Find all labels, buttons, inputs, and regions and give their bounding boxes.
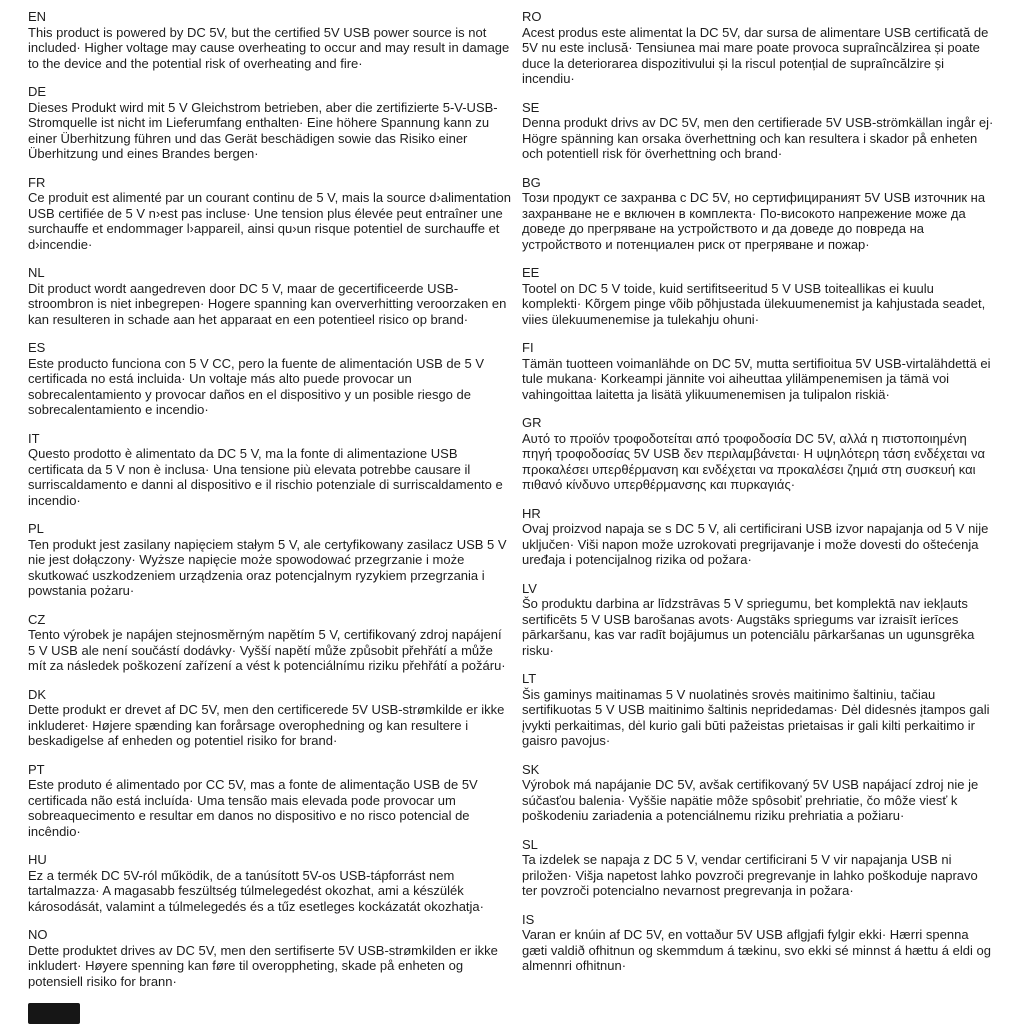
lang-code-bg: BG — [522, 174, 541, 190]
lang-section-gr — [522, 415, 996, 493]
lang-text-cz: Tento výrobek je napájen stejnosměrným napětím 5 V, certifikovaný zdroj napájení 5 V USB ale není součástí dodávky· Vyšší napětí může způsobit přehřátí a může mít za následek poškození zařízení a vést k potenciálnímu riziku přehřátí a požáru· — [28, 627, 506, 673]
right-column — [522, 9, 996, 1002]
lang-section-en — [28, 9, 512, 71]
lang-section-no — [28, 927, 512, 989]
lang-section-pt — [28, 762, 512, 840]
lang-code-ro: RO — [522, 9, 542, 24]
lang-text-nl: Dit product wordt aangedreven door DC 5 V, maar de gecertificeerde USB-stroombron is niet inbegrepen· Hogere spanning kan oververhitting veroorzaken en kan resulteren in schade aan het apparaat en een potentieel risico op brand· — [28, 280, 507, 327]
lang-code-fr: FR — [28, 174, 46, 190]
lang-section-fi — [522, 340, 996, 402]
lang-section-bg — [522, 175, 996, 253]
lang-section-dk — [28, 687, 512, 749]
lang-section-de — [28, 84, 512, 162]
lang-code-es: ES — [28, 340, 46, 355]
lang-section-lt — [522, 671, 996, 749]
lang-code-ee: EE — [522, 265, 540, 280]
lang-code-sk: SK — [522, 761, 540, 777]
lang-code-dk: DK — [28, 686, 47, 702]
lang-text-it: Questo prodotto è alimentato da DC 5 V, ma la fonte di alimentazione USB certificata da 5 V non è inclusa· Una tensione più elevata potrebbe causare il surriscaldamento e danni al dispositivo e il rischio potenziale di surriscaldamento e incendio· — [28, 446, 503, 508]
lang-text-lt: Šis gaminys maitinamas 5 V nuolatinės srovės maitinimo šaltiniu, tačiau sertifikuotas 5 V USB maitinimo šaltinis nepridedamas· Dėl didesnės įtampos gali įvykti perkaitimas, dėl kurio gali būti pažeistas prietaisas ir gali kilti perkaitimo ir gaisro pavojus· — [522, 686, 990, 748]
lang-code-lt: LT — [522, 671, 537, 686]
lang-text-bg: Този продукт се захранва с DC 5V, но сертифицираният 5V USB източник на захранване не е включен в комплекта· По-високото напрежение може да доведе до прегряване на устройството и да доведе до повреда на устройството и потенциален риск от прегряване и пожар· — [522, 190, 986, 252]
page-corner-badge — [28, 1003, 80, 1024]
lang-section-sl — [522, 837, 996, 899]
lang-code-is: IS — [522, 911, 535, 927]
lang-code-hr: HR — [522, 505, 541, 521]
lang-section-ro — [522, 9, 996, 87]
lang-section-hr — [522, 506, 996, 568]
lang-text-fi: Tämän tuotteen voimanlähde on DC 5V, mutta sertifioitua 5V USB-virtalähdettä ei tule mukana· Korkeampi jännite voi aiheuttaa ylilämpenemisen ja tämä voi vahingoittaa laitetta ja lisätä ylikuumenemisen ja tulipalon riskiä· — [522, 355, 991, 402]
lang-code-it: IT — [28, 430, 40, 446]
lang-section-sk — [522, 762, 996, 824]
lang-code-de: DE — [28, 84, 47, 99]
lang-code-hu: HU — [28, 852, 47, 867]
lang-section-is — [522, 912, 996, 974]
lang-text-lv: Šo produktu darbina ar līdzstrāvas 5 V spriegumu, bet komplektā nav iekļauts sertificēts 5 V USB barošanas avots· Augstāks spriegums var izraisīt ierīces pārkaršanu, kas var radīt bojājumus un potenciālu pārkaršanas un ugunsgrēka risku· — [522, 596, 975, 658]
lang-text-pt: Este produto é alimentado por CC 5V, mas a fonte de alimentação USB de 5V certificada não está incluída· Uma tensão mais elevada pode provocar um sobreaquecimento e resultar em danos no dispositivo e no risco potencial de incêndio· — [28, 777, 478, 839]
lang-code-gr: GR — [522, 415, 542, 430]
lang-text-de: Dieses Produkt wird mit 5 V Gleichstrom betrieben, aber die zertifizierte 5-V-USB-Stromquelle ist nicht im Lieferumfang enthalten· Eine höhere Spannung kann zu einer Überhitzung führen und das Gerät beschädigen sowie das Risiko einer Überhitzung und eines Brandes bergen· — [28, 99, 498, 161]
lang-text-ro: Acest produs este alimentat la DC 5V, dar sursa de alimentare USB certificată de 5V nu este inclusă· Tensiunea mai mare poate provoca supraîncălzirea și poate duce la deteriorarea dispozitivului și la riscul potențial de supraîncălzire și incendiu· — [522, 24, 989, 86]
lang-text-en: This product is powered by DC 5V, but the certified 5V USB power source is not included· Higher voltage may cause overheating to occur and may result in damage to the device and the potential risk of overheating and fire· — [28, 24, 510, 71]
lang-text-sk: Výrobok má napájanie DC 5V, avšak certifikovaný 5V USB napájací zdroj nie je súčasťou balenia· Vyššie napätie môže spôsobiť prehriatie, čo môže viesť k poškodeniu zariadenia a potenciálnemu riziku prehriatia a požiaru· — [522, 777, 979, 823]
lang-section-it — [28, 431, 512, 509]
lang-text-es: Este producto funciona con 5 V CC, pero la fuente de alimentación USB de 5 V certificada no está incluida· Un voltaje más alto puede provocar un sobrecalentamiento y provocar daños en el dispositivo y un posible riesgo de sobrecalentamiento e incendio· — [28, 355, 484, 417]
lang-text-hu: Ez a termék DC 5V-ról működik, de a tanúsított 5V-os USB-tápforrást nem tartalmazza· A magasabb feszültség túlmelegedést okozhat, ami a készülék károsodását, valamint a túlmelegedés és a tűz esetleges kockázatát okozhatja· — [28, 867, 484, 914]
lang-code-lv: LV — [522, 580, 537, 596]
lang-text-sl: Ta izdelek se napaja z DC 5 V, vendar certificirani 5 V vir napajanja USB ni priložen· Višja napetost lahko povzroči pregrevanje in lahko poškoduje napravo ter povzroči potencialno nevarnost pregrevanja in požara· — [522, 852, 978, 898]
left-column — [28, 9, 512, 1002]
lang-section-ee — [522, 265, 996, 327]
lang-section-pl — [28, 521, 512, 599]
lang-code-cz: CZ — [28, 611, 46, 627]
lang-section-es — [28, 340, 512, 418]
lang-code-no: NO — [28, 927, 48, 942]
lang-text-ee: Tootel on DC 5 V toide, kuid sertifitseeritud 5 V USB toiteallikas ei kuulu komplekti· Kõrgem pinge võib põhjustada ülekuumenemist ja kahjustada seadet, viies ülekuumenemise ja tulekahju ohuni· — [522, 280, 986, 327]
lang-code-nl: NL — [28, 265, 45, 280]
lang-text-dk: Dette produkt er drevet af DC 5V, men den certificerede 5V USB-strømkilde er ikke inkluderet· Højere spænding kan forårsage overophedning og kan resultere i beskadigelse af enheden og potentiel risiko for brand· — [28, 702, 505, 748]
lang-text-fr: Ce produit est alimenté par un courant continu de 5 V, mais la source d›alimentation USB certifiée de 5 V n›est pas incluse· Une tension plus élevée peut entraîner une surchauffe et endommager l›appareil, ainsi qu›un risque potentiel de surchauffe et d›incendie· — [28, 190, 511, 252]
lang-section-se — [522, 100, 996, 162]
lang-text-se: Denna produkt drivs av DC 5V, men den certifierade 5V USB-strömkällan ingår ej· Högre spänning kan orsaka överhettning och kan resultera i skador på enheten och potentiell risk för överhettning och brand· — [522, 115, 994, 161]
lang-code-pl: PL — [28, 521, 44, 536]
lang-section-hu — [28, 852, 512, 914]
lang-text-gr: Αυτό το προϊόν τροφοδοτείται από τροφοδοσία DC 5V, αλλά η πιστοποιημένη πηγή τροφοδοσίας 5V USB δεν περιλαμβάνεται· Η υψηλότερη τάση ενδέχεται να προκαλέσει υπερθέρμανση και ενδέχεται να προκαλέσει ζημιά στη συσκευή και πιθανό κίνδυνο υπερθέρμανσης και πυρκαγιάς· — [522, 430, 986, 492]
lang-code-pt: PT — [28, 761, 45, 777]
lang-section-fr — [28, 175, 512, 253]
lang-text-is: Varan er knúin af DC 5V, en vottaður 5V USB aflgjafi fylgir ekki· Hærri spenna gæti valdið ofhitnun og skemmdum á tækinu, svo ekki sé minnst á hættu á eldi og almennri ofhitnun· — [522, 927, 991, 973]
lang-text-no: Dette produktet drives av DC 5V, men den sertifiserte 5V USB-strømkilden er ikke inkludert· Høyere spenning kan føre til overoppheting, skade på enheten og potensiell risiko for brann· — [28, 942, 498, 989]
lang-code-sl: SL — [522, 836, 538, 852]
lang-code-fi: FI — [522, 340, 534, 355]
lang-section-cz — [28, 612, 512, 674]
lang-text-pl: Ten produkt jest zasilany napięciem stałym 5 V, ale certyfikowany zasilacz USB 5 V nie jest dołączony· Wyższe napięcie może spowodować przegrzanie i może skutkować uszkodzeniem urządzenia oraz potencjalnym ryzykiem przegrzania i powstania pożaru· — [28, 536, 507, 598]
lang-code-se: SE — [522, 99, 540, 115]
lang-text-hr: Ovaj proizvod napaja se s DC 5 V, ali certificirani USB izvor napajanja od 5 V nije uključen· Viši napon može uzrokovati pregrijavanje i može dovesti do oštećenja uređaja i potencijalnog rizika od požara· — [522, 521, 989, 567]
lang-section-nl — [28, 265, 512, 327]
lang-section-lv — [522, 581, 996, 659]
lang-code-en: EN — [28, 9, 47, 24]
